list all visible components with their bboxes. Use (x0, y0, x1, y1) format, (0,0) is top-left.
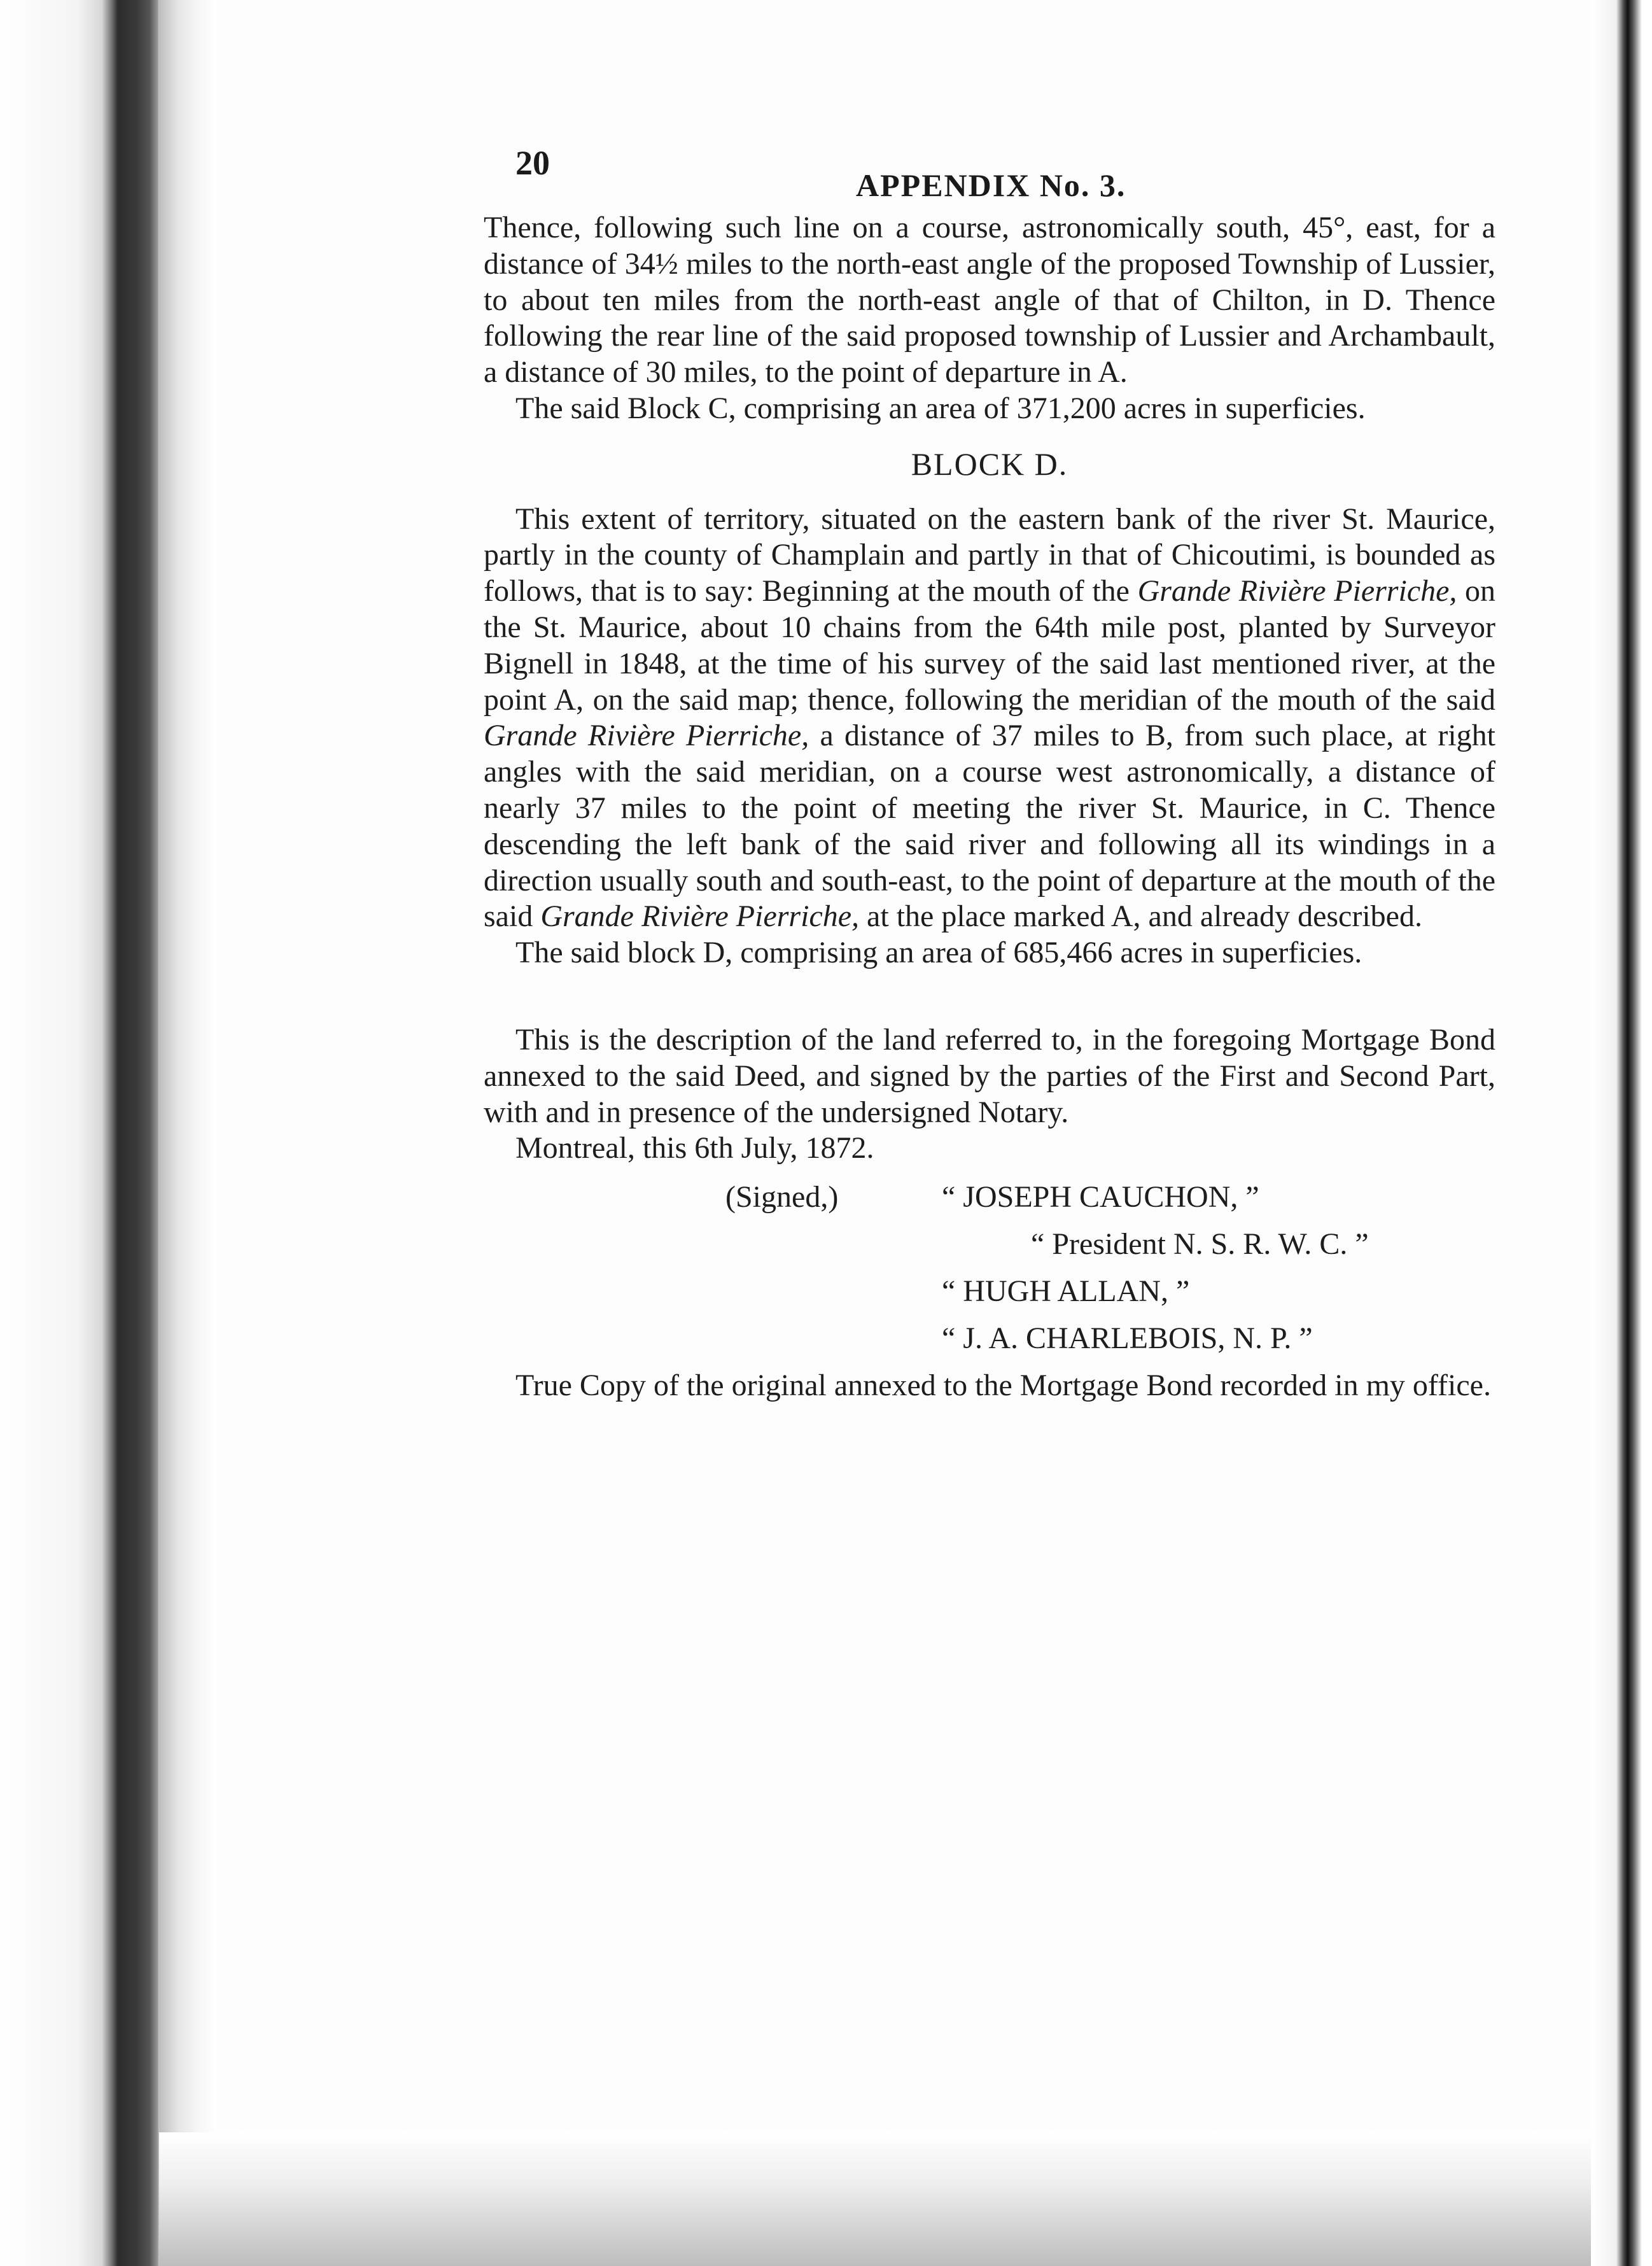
paragraph-block-d-bounds (484, 502, 1495, 936)
paragraph-block-d-area: The said block D, comprising an area of 685,466 acres in superficies. (515, 936, 1362, 970)
block-d-heading: BLOCK D. (911, 446, 1068, 482)
signatory-allan: “ HUGH ALLAN, ” (942, 1274, 1190, 1309)
true-copy-note: True Copy of the original annexed to the Mortgage Bond recorded in my office. (515, 1369, 1491, 1403)
spacer (484, 971, 1495, 1022)
signature-row-4 (484, 1321, 1495, 1368)
running-head: APPENDIX No. 3. (856, 167, 1126, 203)
book-bottom-edge (159, 2132, 1623, 2266)
paragraph-description-note: This is the description of the land referred to, in the foregoing Mortgage Bond annexed to the said Deed, and signed by the parties of the First and Second Part, with and in presence of the undersigned Notary. (484, 1022, 1495, 1129)
italic-place-name: Grande Rivière Pierriche, (484, 719, 809, 753)
book-left-edge (0, 0, 159, 2266)
page-number: 20 (515, 144, 550, 182)
page-body (484, 210, 1495, 1404)
signatory-charlebois: “ J. A. CHARLEBOIS, N. P. ” (942, 1321, 1313, 1356)
signed-label: (Signed,) (725, 1180, 839, 1214)
text-run: a distance of 37 miles to B, from such place, at right angles with the said meridian, on a course west astronomically, a distance of nearly 37 miles to the point of meeting the river St. Maurice, in C. Thence descending the left bank of the said river and following all its windings in a direction usually south and south-east, to the point of departure at the mouth of the said (484, 719, 1496, 934)
text-run: at the place marked A, and already described. (859, 899, 1422, 934)
italic-place-name: Grande Rivière Pierriche, (540, 899, 860, 934)
text-run: on the St. Maurice, about 10 chains from the 64th mile post, planted by Surveyor Bignell in 1848, at the time of his survey of the said last mentioned river, at the point A, on the said map; thence, following the meridian of the mouth of the said (484, 574, 1496, 717)
signature-row-2 (484, 1227, 1495, 1274)
paragraph-block-c-bounds: Thence, following such line on a course, astronomically south, 45°, east, for a distance of 34½ miles to the north-east angle of the proposed Township of Lussier, to about ten miles from the north-east angle of that of Chilton, in D. Thence following the rear line of the said proposed township of Lussier and Archambault, a distance of 30 miles, to the point of departure in A. (484, 211, 1495, 390)
italic-place-name: Grande Rivière Pierriche, (1137, 574, 1457, 609)
signatory-cauchon: “ JOSEPH CAUCHON, ” (942, 1180, 1259, 1214)
text-run: This extent of territory, situated on the eastern bank of the river St. Maurice, partly in the county of Champlain and partly in that of Chicoutimi, is bounded as follows, that is to say: Beginning at the mouth of the (484, 502, 1495, 609)
page-gutter (159, 0, 216, 2266)
signature-row-3 (484, 1274, 1495, 1321)
signatory-title: “ President N. S. R. W. C. ” (1031, 1227, 1369, 1262)
signature-row-1 (484, 1179, 1495, 1227)
paragraph-block-c-area: The said Block C, comprising an area of 371,200 acres in superficies. (515, 391, 1366, 425)
signing-date: Montreal, this 6th July, 1872. (515, 1131, 874, 1165)
book-right-edge (1591, 0, 1652, 2266)
